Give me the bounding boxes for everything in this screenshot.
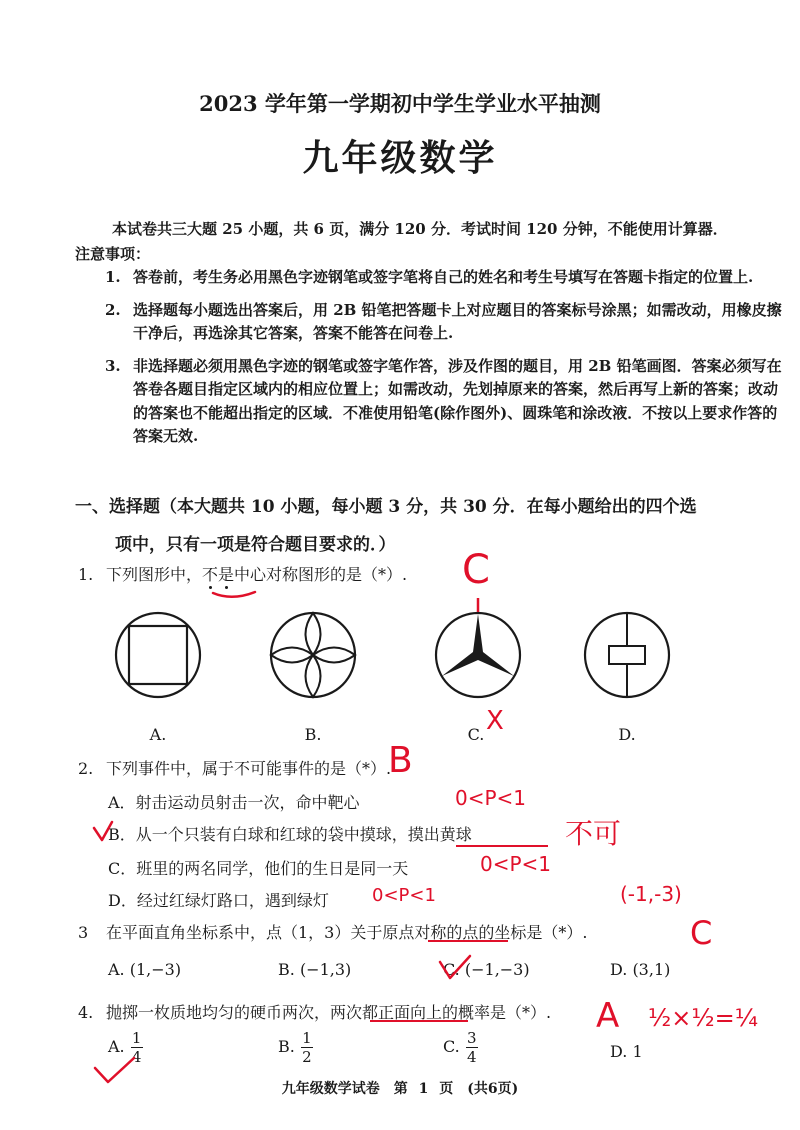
question-4-stem	[78, 1000, 551, 1023]
q3-option-b	[278, 960, 351, 979]
q3-stem: 在平面直角坐标系中，点（1，3）关于原点对称的点的坐标是（*）.	[106, 923, 588, 942]
q1-stem-post: 中心对称图形的是（*）.	[234, 565, 408, 584]
fraction	[466, 1030, 478, 1065]
pen-underline-q1	[213, 592, 255, 597]
handwritten-answer-q3: C	[690, 914, 713, 952]
section-heading	[75, 488, 775, 564]
handwritten-coordinate: (-1,-3)	[620, 882, 682, 906]
handwritten-calculation: ½×½=¼	[648, 1004, 759, 1032]
fraction-denominator: 4	[131, 1048, 142, 1066]
notice-item-number: 2.	[105, 300, 121, 319]
exam-title: 九年级数学	[302, 137, 498, 179]
fraction-denominator: 4	[466, 1048, 477, 1066]
fraction-numerator: 1	[131, 1029, 142, 1047]
question-number: 4.	[78, 1003, 94, 1022]
option-label: A.	[108, 1037, 125, 1056]
q2-option-d: D．经过红绿灯路口，遇到绿灯	[108, 891, 329, 910]
q2-option-a: A．射击运动员射击一次，命中靶心	[108, 793, 360, 812]
notice-item-number: 3.	[105, 356, 121, 375]
option-value: (−1,−3)	[464, 960, 530, 979]
question-2-stem	[78, 756, 391, 779]
notice-item	[105, 299, 785, 346]
section-heading-line2: 项中，只有一项是符合题目要求的．）	[115, 535, 396, 555]
q4-stem: 抛掷一枚质地均匀的硬币两次，两次都正面向上的概率是（*）.	[106, 1003, 552, 1022]
q4-option-b	[278, 1030, 313, 1065]
exam-subtitle: 2023 学年第一学期初中学生学业水平抽测	[199, 91, 601, 116]
section-heading-line1: 一、选择题（本大题共 10 小题，每小题 3 分，共 30 分．在每小题给出的四个选	[75, 497, 697, 517]
notice-item-number: 1.	[105, 268, 121, 286]
question-3-stem	[78, 920, 587, 943]
figure-label-d: D.	[618, 725, 636, 744]
figure-label-b: B.	[304, 725, 322, 744]
notice-item-text: 非选择题必须用黑色字迹的钢笔或签字笔作答，涉及作图的题目，用 2B 铅笔画图．答案必须写在答卷各题目指定区域内的相应位置上；如需改动，先划掉原来的答案，然后再写上新的答案；改动的答案也不能超出指定的区域．不准使用铅笔(除作图外)、圆珠笔和涂改液．不按以上要求作答的答案无效.	[133, 356, 782, 445]
question-number: 2.	[78, 759, 94, 778]
handwritten-x-mark: X	[486, 706, 504, 736]
q4-option-c	[443, 1030, 478, 1065]
fraction-denominator: 2	[302, 1048, 312, 1066]
q3-option-a	[108, 960, 181, 979]
handwritten-answer-q4: A	[596, 996, 620, 1036]
option-label: B.	[278, 960, 295, 979]
notice-list	[105, 266, 785, 458]
fraction-numerator: 3	[466, 1029, 477, 1047]
option-value: (3,1)	[632, 960, 671, 979]
option-label: C.	[443, 960, 460, 979]
handwritten-note-d: 0<P<1	[372, 885, 436, 906]
question-number: 3	[78, 923, 89, 942]
notice-heading: 注意事项：	[75, 245, 151, 263]
q1-emphasis-char: 是	[218, 565, 235, 584]
q2-option-c: C．班里的两名同学，他们的生日是同一天	[108, 859, 409, 878]
q4-option-d	[610, 1042, 643, 1061]
option-value: 1	[632, 1042, 643, 1061]
q3-option-d	[610, 960, 670, 979]
figure-a-circle-square	[113, 610, 203, 700]
exam-intro: 本试卷共三大题 25 小题，共 6 页，满分 120 分．考试时间 120 分钟，不能使用计算器．	[112, 220, 728, 238]
q1-stem-pre: 下列图形中，	[106, 565, 203, 584]
notice-item-text: 选择题每小题选出答案后，用 2B 铅笔把答题卡上对应题目的答案标号涂黑；如需改动，用橡皮擦干净后，再选涂其它答案，答案不能答在问卷上.	[133, 300, 782, 342]
option-label: D.	[610, 1042, 628, 1061]
option-value: (1,−3)	[129, 960, 182, 979]
handwritten-note-a: 0<P<1	[455, 786, 527, 810]
fraction-numerator: 1	[302, 1029, 312, 1047]
figure-c-three-point-star	[433, 610, 523, 700]
q2-stem: 下列事件中，属于不可能事件的是（*）.	[106, 759, 392, 778]
q3-option-c	[443, 960, 530, 979]
option-label: C.	[443, 1037, 460, 1056]
option-label: B.	[278, 1037, 295, 1056]
notice-item	[105, 355, 785, 449]
figure-label-c: C.	[467, 725, 485, 744]
notice-item	[105, 266, 785, 290]
fraction	[301, 1030, 313, 1065]
notice-item-text: 答卷前，考生务必用黑色字迹钢笔或签字笔将自己的姓名和考生号填写在答题卡指定的位置上.	[133, 268, 754, 286]
figure-d-circle-rectangle	[582, 610, 672, 700]
handwritten-note-b: 不可	[565, 817, 622, 850]
fraction	[131, 1030, 143, 1065]
figure-b-circle-petals	[268, 610, 358, 700]
handwritten-answer-q1: C	[462, 547, 490, 593]
handwritten-answer-q2: B	[388, 740, 413, 781]
question-1-stem	[78, 562, 407, 585]
handwritten-note-c: 0<P<1	[480, 852, 552, 876]
option-label: D.	[610, 960, 628, 979]
option-value: (−1,3)	[299, 960, 352, 979]
question-number: 1.	[78, 565, 94, 584]
figure-label-a: A.	[149, 725, 167, 744]
q2-option-b: B．从一个只装有白球和红球的袋中摸球，摸出黄球	[108, 825, 472, 844]
q1-emphasis-char: 不	[202, 565, 219, 584]
option-label: A.	[108, 960, 125, 979]
page-footer: 九年级数学试卷 第 1 页 (共6页)	[281, 1081, 519, 1097]
q4-option-a	[108, 1030, 143, 1065]
